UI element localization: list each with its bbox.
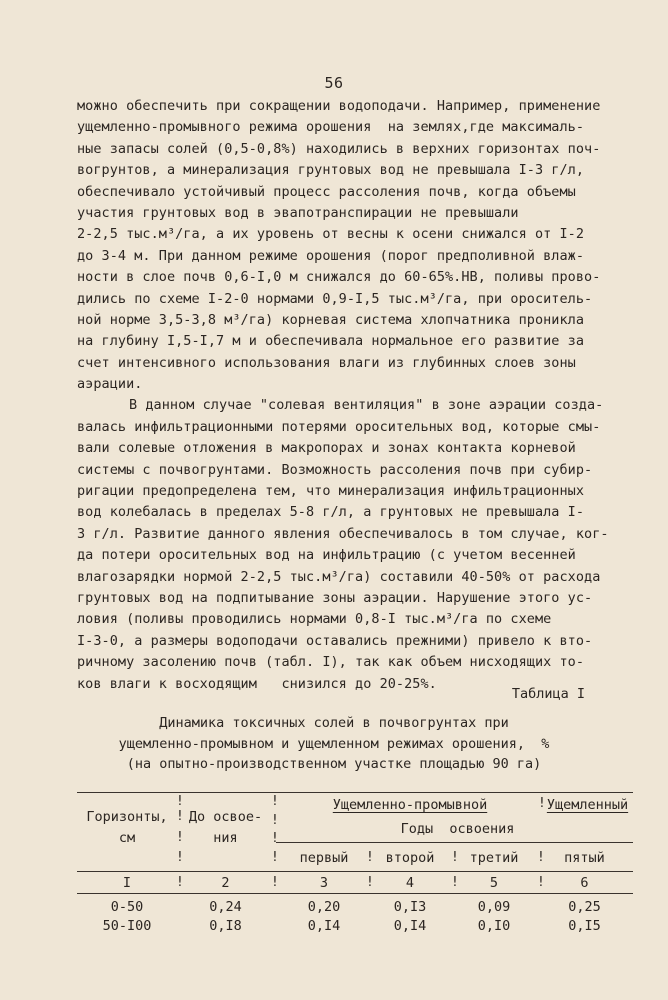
table-cell: 0,24 (209, 899, 242, 915)
column-number: 2 (221, 875, 230, 891)
header-group-pinched: Ущемленный (546, 797, 629, 813)
column-number: 5 (489, 875, 499, 891)
text-line: аэрации. (77, 376, 143, 393)
years-rule (276, 842, 633, 843)
text-line: ности в слое почв 0,6-I,0 м снижался до 60-65%.НВ, поливы прово- (77, 269, 601, 286)
table-cell: 0,09 (477, 899, 511, 915)
text-line: вогрунтов, а минерализация грунтовых вод не превышала I-3 г/л, (77, 162, 585, 179)
separator-mark: ! (271, 831, 279, 846)
caption-line: Динамика токсичных солей в почвогрунтах при (159, 715, 509, 731)
text-line: на глубину I,5-I,7 м и обеспечивала нормальное его развитие за (77, 333, 585, 350)
text-line: I-3-0, а размеры водоподачи оставались прежними) привело к вто- (77, 632, 593, 649)
header-bottom-rule (77, 871, 633, 872)
table-cell: 0-50 (110, 899, 144, 915)
separator-mark: ! (451, 875, 459, 890)
text-line: счет интенсивного использования влаги из глубинных слоев зоны (77, 354, 576, 371)
separator-mark: ! (537, 875, 545, 890)
column-number: I (122, 875, 132, 891)
table-cell: 0,I8 (209, 918, 242, 934)
table-caption (0, 713, 668, 775)
page-number: 56 (324, 74, 344, 92)
table-cell: 0,25 (568, 899, 601, 915)
text-line: вали солевые отложения в макропорах и зонах контакта корневой (77, 440, 576, 457)
table-label: Таблица I (511, 686, 585, 702)
text-line: В данном случае "солевая вентиляция" в зоне аэрации созда- (129, 397, 604, 414)
separator-mark: ! (271, 794, 279, 809)
text-line: 3 г/л. Развитие данного явления обеспечивалось в том случае, ког- (77, 525, 609, 542)
text-line: системы с почвогрунтами. Возможность рассоления почв при субир- (77, 461, 593, 478)
text-line: влагозарядки нормой 2-2,5 тыс.м³/га) составили 40-50% от расхода (77, 568, 601, 585)
header-horizon-unit: см (118, 830, 136, 846)
separator-mark: ! (176, 809, 184, 824)
header-horizon: Горизонты, (86, 809, 168, 825)
header-group-flush: Ущемленно-промывной (332, 797, 488, 813)
paragraph-1 (77, 96, 637, 395)
column-number: 3 (319, 875, 329, 891)
caption-line: ущемленно-промывном и ущемленном режимах орошения, % (118, 735, 550, 752)
text-line: 2-2,5 тыс.м³/га, а их уровень от весны к осени снижался от I-2 (77, 226, 585, 243)
table-cell: 0,I5 (568, 918, 601, 934)
text-line: да потери оросительных вод на инфильтрацию (с учетом весенней (77, 547, 576, 564)
paragraph-2 (77, 395, 637, 694)
text-line: грунтовых вод на подпитывание зоны аэрации. Нарушение этого ус- (77, 589, 593, 606)
text-line: обеспечивало устойчивый процесс рассоления почв, когда объемы (77, 183, 576, 200)
separator-mark: ! (271, 813, 279, 828)
separator-mark: ! (176, 794, 184, 809)
separator-mark: ! (271, 875, 279, 890)
table-cell: 0,I0 (477, 918, 511, 934)
text-line: ные запасы солей (0,5-0,8%) находились в верхних горизонтах поч- (77, 140, 601, 157)
text-line: ущемленно-промывного режима орошения на землях,где максималь- (77, 119, 585, 136)
text-line: ной норме 3,5-3,8 м³/га) корневая система хлопчатника проникла (77, 311, 585, 328)
text-line: вод колебалась в пределах 5-8 г/л, а грунтовых не превышала I- (77, 504, 585, 521)
column-number: 6 (580, 875, 589, 891)
column-number: 4 (405, 875, 415, 891)
separator-mark: ! (271, 850, 279, 865)
separator-mark: ! (176, 875, 184, 890)
separator-mark: ! (176, 850, 184, 865)
text-line: ричному засолению почв (табл. I), так как объем нисходящих то- (77, 654, 585, 671)
separator-mark: ! (366, 850, 374, 865)
table-top-rule (77, 792, 633, 793)
separator-mark: ! (176, 830, 184, 845)
header-years: Годы освоения (400, 821, 515, 837)
text-line: дились по схеме I-2-0 нормами 0,9-I,5 тыс.м³/га, при ороситель- (77, 290, 593, 307)
header-year-second: второй (385, 850, 435, 866)
table-cell: 0,I4 (393, 918, 427, 934)
table-cell: 0,I3 (393, 899, 427, 915)
text-line: до 3-4 м. При данном режиме орошения (порог предполивной влаж- (77, 247, 585, 264)
caption-line: (на опытно-производственном участке площадью 90 га) (126, 756, 542, 772)
header-year-fifth: пятый (564, 850, 605, 866)
text-line: ловия (поливы проводились нормами 0,8-I тыс.м³/га по схеме (77, 611, 552, 628)
table-cell: 0,I4 (307, 918, 341, 934)
header-year-third: третий (469, 850, 519, 866)
separator-mark: ! (537, 850, 545, 865)
header-before-development: До освое- (188, 809, 263, 825)
header-year-first: первый (299, 850, 349, 866)
separator-mark: ! (538, 796, 546, 811)
text-line: участия грунтовых вод в эвапотранспирации не превышали (77, 204, 519, 221)
separator-mark: ! (451, 850, 459, 865)
text-line: валась инфильтрационными потерями оросительных вод, которые смы- (77, 418, 601, 435)
table-cell: 0,20 (307, 899, 341, 915)
body-text (77, 96, 637, 695)
text-line: ригации предопределена тем, что минерализация инфильтрационных (77, 483, 585, 500)
number-row-rule (77, 893, 633, 894)
table-cell: 50-I00 (102, 918, 152, 934)
separator-mark: ! (366, 875, 374, 890)
text-line: можно обеспечить при сокращении водоподачи. Например, применение (77, 98, 601, 114)
header-before-development-2: ния (213, 830, 238, 846)
text-line: ков влаги к восходящим снизился до 20-25%. (77, 675, 437, 692)
